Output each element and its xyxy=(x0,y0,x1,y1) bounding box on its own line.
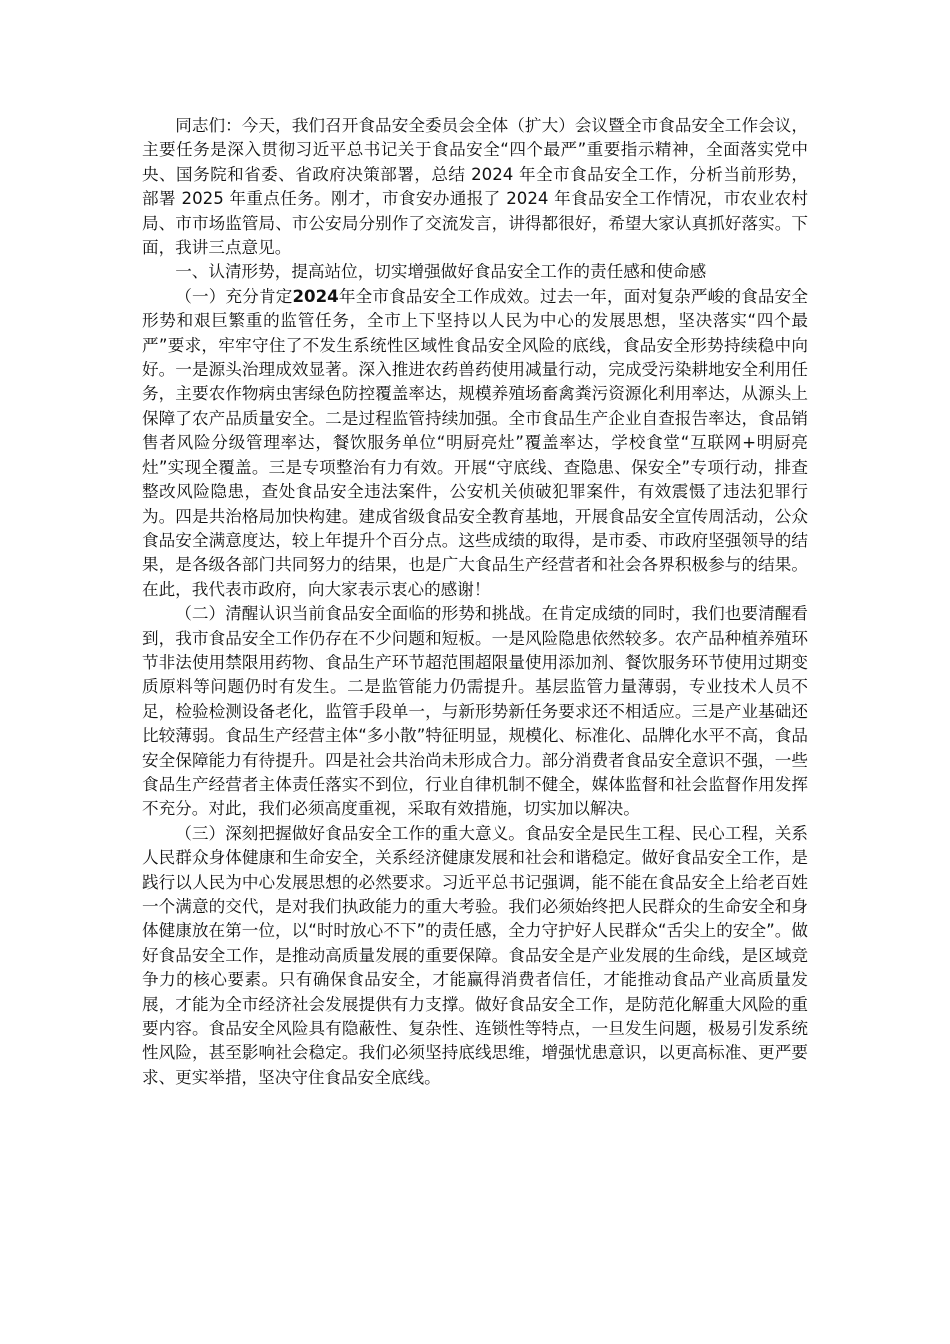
paragraph-opening xyxy=(142,114,808,260)
section-heading-1 xyxy=(142,260,808,284)
subsection-prefix: （一）充分肯定 xyxy=(175,286,293,306)
paragraph-text: 年全市食品安全工作成效。过去一年，面对复杂严峻的食品安全形势和艰巨繁重的监管任务，全市上下坚持以人民为中心的发展思想，坚决落实“四个最严”要求，牢牢守住了不发生系统性区域性食品安全风险的底线，食品安全形势持续稳中向好。一是源头治理成效显著。深入推进农药兽药使用减量行动，完成受污染耕地安全利用任务，主要农作物病虫害绿色防控覆盖率达，规模养殖场畜禽粪污资源化利用率达，从源头上保障了农产品质量安全。二是过程监管持续加强。全市食品生产企业自查报告率达，食品销售者风险分级管理率达，餐饮服务单位“明厨亮灶”覆盖率达，学校食堂“互联网+明厨亮灶”实现全覆盖。三是专项整治有力有效。开展“守底线、查隐患、保安全”专项行动，排查整改风险隐患，查处食品安全违法案件，公安机关侦破犯罪案件，有效震慑了违法犯罪行为。四是共治格局加快构建。建成省级食品安全教育基地，开展食品安全宣传周活动，公众食品安全满意度达，较上年提升个百分点。这些成绩的取得，是市委、市政府坚强领导的结果，是各级各部门共同努力的结果，也是广大食品生产经营者和社会各界积极参与的结果。在此，我代表市政府，向大家表示衷心的感谢！ xyxy=(142,286,809,599)
bold-year: 2024 xyxy=(292,286,339,306)
paragraph-subsection-3 xyxy=(142,822,808,1090)
paragraph-text: （三）深刻把握做好食品安全工作的重大意义。食品安全是民生工程、民心工程，关系人民群众身体健康和生命安全，关系经济健康发展和社会和谐稳定。做好食品安全工作，是践行以人民为中心发展思想的必然要求。习近平总书记强调，能不能在食品安全上给老百姓一个满意的交代，是对我们执政能力的重大考验。我们必须始终把人民群众的生命安全和身体健康放在第一位，以“时时放心不下”的责任感，全力守护好人民群众“舌尖上的安全”。做好食品安全工作，是推动高质量发展的重要保障。食品安全是产业发展的生命线，是区域竞争力的核心要素。只有确保食品安全，才能赢得消费者信任，才能推动食品产业高质量发展，才能为全市经济社会发展提供有力支撑。做好食品安全工作，是防范化解重大风险的重要内容。食品安全风险具有隐蔽性、复杂性、连锁性等特点，一旦发生问题，极易引发系统性风险，甚至影响社会稳定。我们必须坚持底线思维，增强忧患意识，以更高标准、更严要求、更实举措，坚决守住食品安全底线。 xyxy=(142,823,808,1087)
paragraph-text: 同志们：今天，我们召开食品安全委员会全体（扩大）会议暨全市食品安全工作会议，主要任务是深入贯彻习近平总书记关于食品安全“四个最严”重要指示精神，全面落实党中央、国务院和省委、省政府决策部署，总结 2024 年全市食品安全工作，分析当前形势，部署 2025 年重点任务。刚才，市食安办通报了 2024 年食品安全工作情况，市农业农村局、市市场监管局、市公安局分别作了交流发言，讲得都很好，希望大家认真抓好落实。下面，我讲三点意见。 xyxy=(142,116,808,258)
document-page xyxy=(142,114,808,1090)
heading-text: 一、认清形势，提高站位，切实增强做好食品安全工作的责任感和使命感 xyxy=(175,262,707,282)
paragraph-text: （二）清醒认识当前食品安全面临的形势和挑战。在肯定成绩的同时，我们也要清醒看到，我市食品安全工作仍存在不少问题和短板。一是风险隐患依然较多。农产品种植养殖环节非法使用禁限用药物、食品生产环节超范围超限量使用添加剂、餐饮服务环节使用过期变质原料等问题仍时有发生。二是监管能力仍需提升。基层监管力量薄弱，专业技术人员不足，检验检测设备老化，监管手段单一，与新形势新任务要求还不相适应。三是产业基础还比较薄弱。食品生产经营主体“多小散”特征明显，规模化、标准化、品牌化水平不高，食品安全保障能力有待提升。四是社会共治尚未形成合力。部分消费者食品安全意识不强，一些食品生产经营者主体责任落实不到位，行业自律机制不健全，媒体监督和社会监督作用发挥不充分。对此，我们必须高度重视，采取有效措施，切实加以解决。 xyxy=(142,604,808,819)
paragraph-subsection-2 xyxy=(142,602,808,822)
paragraph-subsection-1 xyxy=(142,285,808,602)
